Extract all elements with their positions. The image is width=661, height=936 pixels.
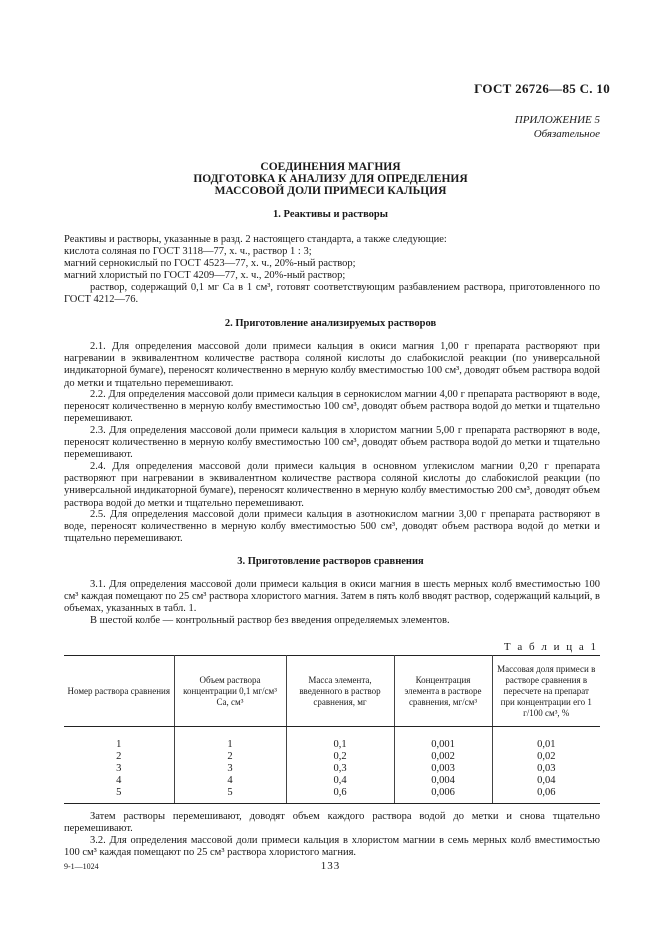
reagent-item: магний сернокислый по ГОСТ 4523—77, х. ч., 20%-ный раствор; bbox=[64, 258, 356, 269]
title-line-3: МАССОВОЙ ДОЛИ ПРИМЕСИ КАЛЬЦИЯ bbox=[214, 185, 447, 197]
table-row bbox=[64, 727, 600, 752]
column-header: Массовая доля примеси в растворе сравнения в пересчете на препарат при концентрации его 1 г/100 см³, % bbox=[492, 656, 600, 727]
table-cell: 5 bbox=[64, 787, 174, 804]
table-cell: 0,003 bbox=[394, 763, 492, 775]
table-cell: 2 bbox=[174, 751, 286, 763]
table-cell: 3 bbox=[174, 763, 286, 775]
reagent-item: кислота соляная по ГОСТ 3118—77, х. ч., раствор 1 : 3; bbox=[64, 246, 312, 257]
table-cell: 0,04 bbox=[537, 775, 556, 786]
paragraph-3-1-control: В шестой колбе — контрольный раствор без введения определяемых элементов. bbox=[90, 615, 450, 626]
table-cell: 5 bbox=[174, 787, 286, 804]
table-label: Т а б л и ц а 1 bbox=[503, 641, 598, 653]
table-cell: 0,004 bbox=[394, 775, 492, 787]
table-cell: 0,4 bbox=[286, 775, 394, 787]
table-cell: 1 bbox=[174, 727, 286, 752]
table-cell: 0,006 bbox=[394, 787, 492, 804]
column-header: Номер раствора сравнения bbox=[64, 656, 174, 727]
table-cell: 1 bbox=[64, 727, 174, 752]
paragraph-2-2: 2.2. Для определения массовой доли примеси кальция в сернокислом магнии 4,00 г препарата растворяют в воде, переносят количественно в мерную колбу вместимостью 100 см³, доводят объем раствора водой до метки и тщательно перемешивают. bbox=[64, 389, 600, 425]
document-title bbox=[0, 161, 661, 197]
table-row bbox=[64, 775, 600, 787]
table-cell: 0,002 bbox=[394, 751, 492, 763]
reagent-solution-paragraph: раствор, содержащий 0,1 мг Са в 1 см³, готовят соответствующим разбавлением раствора, приготовленного по ГОСТ 4212—76. bbox=[64, 282, 600, 306]
table-cell: 0,1 bbox=[286, 727, 394, 752]
table-row bbox=[64, 787, 600, 804]
table-row bbox=[64, 763, 600, 775]
standard-code-header: ГОСТ 26726—85 С. 10 bbox=[474, 81, 610, 96]
table-cell: 3 bbox=[64, 763, 174, 775]
table-header-row bbox=[64, 656, 600, 727]
page-number: 133 bbox=[320, 860, 341, 872]
table-cell: 2 bbox=[64, 751, 174, 763]
table-cell: 4 bbox=[174, 775, 286, 787]
appendix-label: ПРИЛОЖЕНИЕ 5 bbox=[514, 114, 600, 126]
paragraph-2-1: 2.1. Для определения массовой доли примеси кальция в окиси магния 1,00 г препарата растворяют при нагревании в эквивалентном количестве раствора соляной кислоты до слабокислой реакции (по универсальной индикаторной бумаге), переносят количественно в мерную колбу вместимостью 100 см³, доводят объем раствора водой до метки и тщательно перемешивают. bbox=[64, 341, 600, 389]
table-cell: 0,03 bbox=[537, 763, 556, 774]
appendix-label-block bbox=[515, 113, 600, 141]
table-cell: 0,001 bbox=[394, 727, 492, 752]
paragraph-2-3: 2.3. Для определения массовой доли примеси кальция в хлористом магнии 5,00 г препарата растворяют в воде, переносят количественно в мерную колбу вместимостью 100 см³, доводят объем раствора водой до метки и тщательно перемешивают. bbox=[64, 425, 600, 461]
section-2-heading: 2. Приготовление анализируемых растворов bbox=[224, 318, 437, 329]
table-row bbox=[64, 751, 600, 763]
table-cell: 0,2 bbox=[286, 751, 394, 763]
table-cell: 0,01 bbox=[537, 739, 556, 750]
paragraph-3-2: 3.2. Для определения массовой доли примеси кальция в хлористом магнии в семь мерных колб вместимостью 100 см³ каждая помещают по 25 см³ раствора хлористого магния. bbox=[64, 835, 600, 859]
reagent-item: магний хлористый по ГОСТ 4209—77, х. ч., 20%-ный раствор; bbox=[64, 270, 346, 281]
comparison-solutions-table bbox=[64, 655, 600, 804]
print-code: 9-1—1024 bbox=[64, 862, 99, 871]
paragraph-2-5: 2.5. Для определения массовой доли примеси кальция в азотнокислом магнии 3,00 г препарата растворяют в воде, переносят количественно в мерную колбу вместимостью 500 см³, доводят объем раствора водой до метки и тщательно перемешивают. bbox=[64, 509, 600, 545]
appendix-status: Обязательное bbox=[533, 128, 600, 140]
table-cell: 0,3 bbox=[286, 763, 394, 775]
paragraph-3-1: 3.1. Для определения массовой доли примеси кальция в окиси магния в шесть мерных колб вместимостью 100 см³ каждая помещают по 25 см³ раствора хлористого магния. Затем в пять колб вводят раствор, содержащий кальций, в объемах, указанных в табл. 1. bbox=[64, 579, 600, 615]
paragraph-2-4: 2.4. Для определения массовой доли примеси кальция в основном углекислом магнии 0,20 г препарата растворяют при нагревании в эквивалентном количестве раствора соляной кислоты до слабокислой реакции (по универсальной индикаторной бумаге), переносят количественно в мерную колбу вместимостью 200 см³, доводят объем раствора водой до метки и тщательно перемешивают. bbox=[64, 461, 600, 509]
section-1-intro: Реактивы и растворы, указанные в разд. 2 настоящего стандарта, а также следующие: bbox=[64, 234, 447, 245]
column-header: Объем раствора концентрации 0,1 мг/см³ Са, см³ bbox=[174, 656, 286, 727]
table-cell: 4 bbox=[64, 775, 174, 787]
title-line-1: СОЕДИНЕНИЯ МАГНИЯ bbox=[260, 161, 401, 173]
table-cell: 0,6 bbox=[286, 787, 394, 804]
section-3-heading: 3. Приготовление растворов сравнения bbox=[237, 556, 424, 567]
title-line-2: ПОДГОТОВКА К АНАЛИЗУ ДЛЯ ОПРЕДЕЛЕНИЯ bbox=[193, 173, 468, 185]
after-table-paragraph: Затем растворы перемешивают, доводят объем каждого раствора водой до метки и снова тщательно перемешивают. bbox=[64, 811, 600, 835]
column-header: Концентрация элемента в растворе сравнения, мг/см³ bbox=[394, 656, 492, 727]
section-1-heading: 1. Реактивы и растворы bbox=[273, 209, 388, 220]
table-cell: 0,06 bbox=[492, 787, 600, 804]
column-header: Масса элемента, введенного в раствор сравнения, мг bbox=[286, 656, 394, 727]
table-cell: 0,02 bbox=[537, 751, 556, 762]
